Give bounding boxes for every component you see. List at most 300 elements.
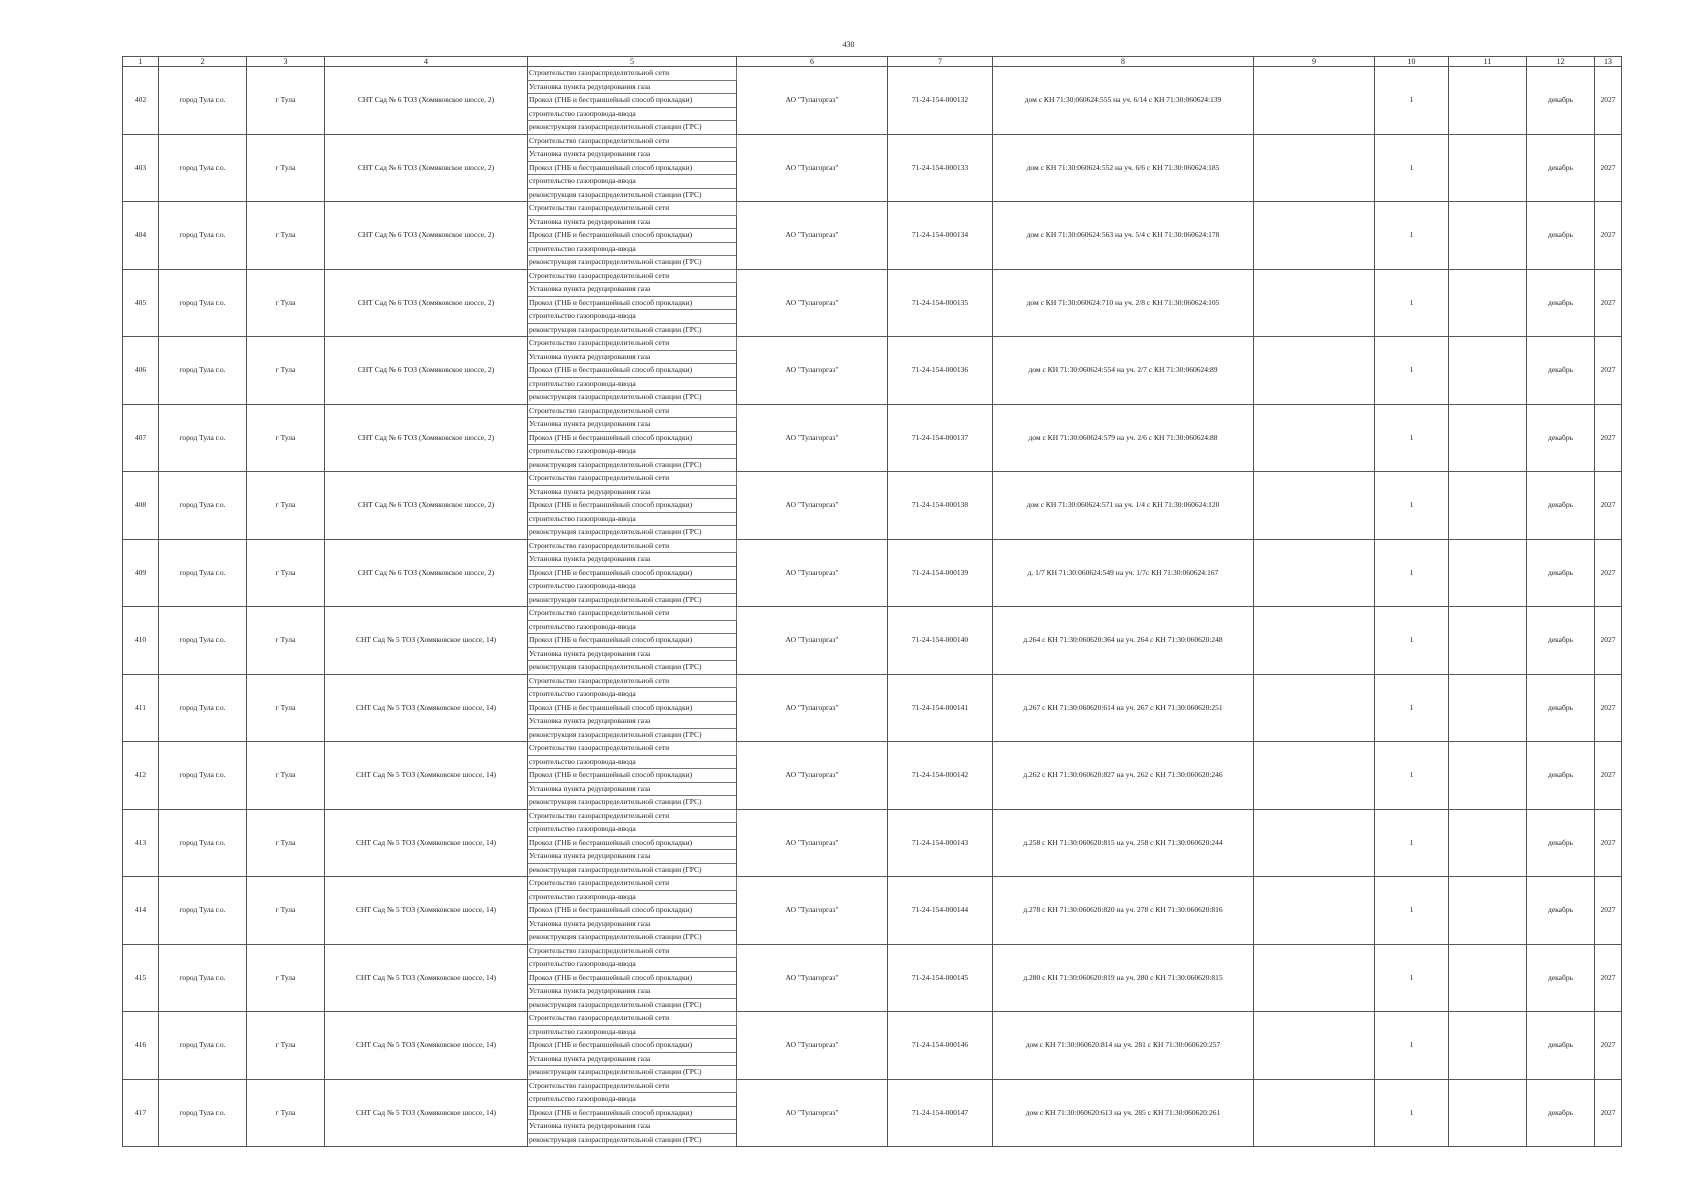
organization-cell: АО "Тулагоргаз" (737, 674, 888, 742)
organization-cell: АО "Тулагоргаз" (737, 809, 888, 877)
settlement-cell: г Тула (247, 269, 325, 337)
column-11-cell (1449, 809, 1527, 877)
row-number-cell: 405 (123, 269, 159, 337)
column-11-cell (1449, 472, 1527, 540)
organization-cell: АО "Тулагоргаз" (737, 404, 888, 472)
quantity-cell: 1 (1375, 944, 1449, 1012)
address-cell: дом с КН 71:30:060620:613 на уч. 285 с КН 71:30:060620:261 (993, 1079, 1254, 1147)
work-type-cell: реконструкция газораспределительной станции (ГРС) (528, 998, 737, 1012)
work-type-cell: строительство газопровода-ввода (528, 958, 737, 972)
contract-number-cell: 71-24-154-000133 (888, 134, 993, 202)
settlement-cell: г Тула (247, 202, 325, 270)
work-type-cell: Строительство газораспределительной сети (528, 202, 737, 216)
row-number-cell: 406 (123, 337, 159, 405)
month-cell: декабрь (1527, 202, 1595, 270)
work-type-cell: строительство газопровода-ввода (528, 688, 737, 702)
month-cell: декабрь (1527, 1079, 1595, 1147)
work-type-cell: строительство газопровода-ввода (528, 242, 737, 256)
contract-number-cell: 71-24-154-000137 (888, 404, 993, 472)
column-9-cell (1254, 607, 1375, 675)
address-cell: дом с КН 71:30:060624:563 на уч. 5/4 с КН 71:30:060624:178 (993, 202, 1254, 270)
work-type-cell: строительство газопровода-ввода (528, 512, 737, 526)
column-11-cell (1449, 404, 1527, 472)
year-cell: 2027 (1595, 337, 1622, 405)
object-cell: СНТ Сад № 6 ТОЗ (Хомяковское шоссе, 2) (325, 67, 528, 135)
work-type-cell: Строительство газораспределительной сети (528, 1012, 737, 1026)
month-cell: декабрь (1527, 539, 1595, 607)
year-cell: 2027 (1595, 607, 1622, 675)
month-cell: декабрь (1527, 809, 1595, 877)
organization-cell: АО "Тулагоргаз" (737, 337, 888, 405)
column-11-cell (1449, 1012, 1527, 1080)
month-cell: декабрь (1527, 742, 1595, 810)
work-type-cell: Строительство газораспределительной сети (528, 539, 737, 553)
address-cell: дом с КН 71:30:060624:571 на уч. 1/4 с КН 71:30:060624:120 (993, 472, 1254, 540)
column-9-cell (1254, 337, 1375, 405)
column-9-cell (1254, 944, 1375, 1012)
settlement-cell: г Тула (247, 1012, 325, 1080)
table-row (123, 134, 1622, 148)
row-number-cell: 412 (123, 742, 159, 810)
organization-cell: АО "Тулагоргаз" (737, 742, 888, 810)
work-type-cell: Строительство газораспределительной сети (528, 742, 737, 756)
settlement-cell: г Тула (247, 809, 325, 877)
municipality-cell: город Тула г.о. (159, 1012, 247, 1080)
contract-number-cell: 71-24-154-000143 (888, 809, 993, 877)
column-header: 1 (123, 57, 159, 67)
organization-cell: АО "Тулагоргаз" (737, 1079, 888, 1147)
year-cell: 2027 (1595, 202, 1622, 270)
work-type-cell: Строительство газораспределительной сети (528, 1079, 737, 1093)
table-row (123, 607, 1622, 621)
year-cell: 2027 (1595, 944, 1622, 1012)
contract-number-cell: 71-24-154-000141 (888, 674, 993, 742)
quantity-cell: 1 (1375, 337, 1449, 405)
work-type-cell: Прокол (ГНБ и бестраншейный способ прокладки) (528, 1039, 737, 1053)
settlement-cell: г Тула (247, 607, 325, 675)
year-cell: 2027 (1595, 877, 1622, 945)
object-cell: СНТ Сад № 5 ТОЗ (Хомяковское шоссе, 14) (325, 1079, 528, 1147)
address-cell: д.262 с КН 71:30:060620:827 на уч. 262 с КН 71:30:060620:246 (993, 742, 1254, 810)
register-body (123, 67, 1622, 1147)
address-cell: дом с КН 71:30:060624:554 на уч. 2/7 с КН 71:30:060624:89 (993, 337, 1254, 405)
work-type-cell: Прокол (ГНБ и бестраншейный способ прокладки) (528, 701, 737, 715)
column-11-cell (1449, 269, 1527, 337)
work-type-cell: Прокол (ГНБ и бестраншейный способ прокладки) (528, 904, 737, 918)
work-type-cell: Строительство газораспределительной сети (528, 269, 737, 283)
work-type-cell: Установка пункта редуцирования газа (528, 647, 737, 661)
work-type-cell: Строительство газораспределительной сети (528, 404, 737, 418)
municipality-cell: город Тула г.о. (159, 742, 247, 810)
column-header: 2 (159, 57, 247, 67)
work-type-cell: Установка пункта редуцирования газа (528, 215, 737, 229)
municipality-cell: город Тула г.о. (159, 202, 247, 270)
table-row (123, 539, 1622, 553)
table-row (123, 809, 1622, 823)
year-cell: 2027 (1595, 472, 1622, 540)
contract-number-cell: 71-24-154-000145 (888, 944, 993, 1012)
settlement-cell: г Тула (247, 674, 325, 742)
column-11-cell (1449, 539, 1527, 607)
month-cell: декабрь (1527, 337, 1595, 405)
municipality-cell: город Тула г.о. (159, 877, 247, 945)
object-cell: СНТ Сад № 5 ТОЗ (Хомяковское шоссе, 14) (325, 877, 528, 945)
work-type-cell: реконструкция газораспределительной станции (ГРС) (528, 526, 737, 540)
table-row (123, 944, 1622, 958)
month-cell: декабрь (1527, 607, 1595, 675)
work-type-cell: Установка пункта редуцирования газа (528, 850, 737, 864)
year-cell: 2027 (1595, 404, 1622, 472)
work-type-cell: Прокол (ГНБ и бестраншейный способ прокладки) (528, 296, 737, 310)
year-cell: 2027 (1595, 269, 1622, 337)
work-type-cell: Строительство газораспределительной сети (528, 337, 737, 351)
address-cell: д.264 с КН 71:30:060620:364 на уч. 264 с КН 71:30:060620:248 (993, 607, 1254, 675)
work-type-cell: Установка пункта редуцирования газа (528, 715, 737, 729)
column-9-cell (1254, 269, 1375, 337)
column-9-cell (1254, 1079, 1375, 1147)
organization-cell: АО "Тулагоргаз" (737, 1012, 888, 1080)
settlement-cell: г Тула (247, 404, 325, 472)
row-number-cell: 402 (123, 67, 159, 135)
work-type-cell: реконструкция газораспределительной станции (ГРС) (528, 863, 737, 877)
column-9-cell (1254, 472, 1375, 540)
row-number-cell: 413 (123, 809, 159, 877)
quantity-cell: 1 (1375, 1012, 1449, 1080)
municipality-cell: город Тула г.о. (159, 472, 247, 540)
municipality-cell: город Тула г.о. (159, 134, 247, 202)
work-type-cell: реконструкция газораспределительной станции (ГРС) (528, 323, 737, 337)
month-cell: декабрь (1527, 404, 1595, 472)
month-cell: декабрь (1527, 269, 1595, 337)
municipality-cell: город Тула г.о. (159, 404, 247, 472)
work-type-cell: Прокол (ГНБ и бестраншейный способ прокладки) (528, 229, 737, 243)
column-9-cell (1254, 67, 1375, 135)
object-cell: СНТ Сад № 5 ТОЗ (Хомяковское шоссе, 14) (325, 674, 528, 742)
table-row (123, 269, 1622, 283)
year-cell: 2027 (1595, 134, 1622, 202)
work-type-cell: Строительство газораспределительной сети (528, 877, 737, 891)
organization-cell: АО "Тулагоргаз" (737, 269, 888, 337)
year-cell: 2027 (1595, 1012, 1622, 1080)
quantity-cell: 1 (1375, 67, 1449, 135)
column-11-cell (1449, 67, 1527, 135)
table-row (123, 404, 1622, 418)
quantity-cell: 1 (1375, 269, 1449, 337)
table-row (123, 674, 1622, 688)
municipality-cell: город Тула г.о. (159, 337, 247, 405)
table-row (123, 67, 1622, 81)
register-table (122, 56, 1622, 1147)
work-type-cell: Строительство газораспределительной сети (528, 67, 737, 81)
column-9-cell (1254, 404, 1375, 472)
municipality-cell: город Тула г.о. (159, 607, 247, 675)
address-cell: д. 1/7 КН 71:30:060624:549 на уч. 1/7с КН 71:30:060624:167 (993, 539, 1254, 607)
work-type-cell: Прокол (ГНБ и бестраншейный способ прокладки) (528, 364, 737, 378)
work-type-cell: Строительство газораспределительной сети (528, 607, 737, 621)
organization-cell: АО "Тулагоргаз" (737, 944, 888, 1012)
work-type-cell: Установка пункта редуцирования газа (528, 80, 737, 94)
row-number-cell: 404 (123, 202, 159, 270)
column-11-cell (1449, 944, 1527, 1012)
year-cell: 2027 (1595, 1079, 1622, 1147)
object-cell: СНТ Сад № 6 ТОЗ (Хомяковское шоссе, 2) (325, 269, 528, 337)
work-type-cell: Прокол (ГНБ и бестраншейный способ прокладки) (528, 634, 737, 648)
column-9-cell (1254, 134, 1375, 202)
year-cell: 2027 (1595, 67, 1622, 135)
column-11-cell (1449, 877, 1527, 945)
address-cell: д.258 с КН 71:30:060620:815 на уч. 258 с КН 71:30:060620:244 (993, 809, 1254, 877)
contract-number-cell: 71-24-154-000144 (888, 877, 993, 945)
work-type-cell: Установка пункта редуцирования газа (528, 782, 737, 796)
row-number-cell: 408 (123, 472, 159, 540)
work-type-cell: Прокол (ГНБ и бестраншейный способ прокладки) (528, 499, 737, 513)
quantity-cell: 1 (1375, 472, 1449, 540)
column-header: 10 (1375, 57, 1449, 67)
organization-cell: АО "Тулагоргаз" (737, 539, 888, 607)
row-number-cell: 417 (123, 1079, 159, 1147)
settlement-cell: г Тула (247, 67, 325, 135)
column-9-cell (1254, 539, 1375, 607)
work-type-cell: Установка пункта редуцирования газа (528, 985, 737, 999)
table-row (123, 202, 1622, 216)
quantity-cell: 1 (1375, 404, 1449, 472)
settlement-cell: г Тула (247, 134, 325, 202)
municipality-cell: город Тула г.о. (159, 539, 247, 607)
quantity-cell: 1 (1375, 809, 1449, 877)
column-9-cell (1254, 1012, 1375, 1080)
month-cell: декабрь (1527, 134, 1595, 202)
quantity-cell: 1 (1375, 674, 1449, 742)
work-type-cell: строительство газопровода-ввода (528, 377, 737, 391)
work-type-cell: Установка пункта редуцирования газа (528, 148, 737, 162)
work-type-cell: Установка пункта редуцирования газа (528, 283, 737, 297)
work-type-cell: реконструкция газораспределительной станции (ГРС) (528, 188, 737, 202)
column-11-cell (1449, 607, 1527, 675)
row-number-cell: 414 (123, 877, 159, 945)
row-number-cell: 410 (123, 607, 159, 675)
municipality-cell: город Тула г.о. (159, 269, 247, 337)
address-cell: д.280 с КН 71:30:060620:819 на уч. 280 с КН 71:30:060620:815 (993, 944, 1254, 1012)
organization-cell: АО "Тулагоргаз" (737, 607, 888, 675)
column-header: 7 (888, 57, 993, 67)
column-header: 3 (247, 57, 325, 67)
quantity-cell: 1 (1375, 877, 1449, 945)
address-cell: д.267 с КН 71:30:060620:614 на уч. 267 с КН 71:30:060620:251 (993, 674, 1254, 742)
work-type-cell: Строительство газораспределительной сети (528, 134, 737, 148)
address-cell: дом с КН 71:30:060620:814 на уч. 281 с КН 71:30:060620:257 (993, 1012, 1254, 1080)
month-cell: декабрь (1527, 877, 1595, 945)
row-number-cell: 403 (123, 134, 159, 202)
municipality-cell: город Тула г.о. (159, 944, 247, 1012)
row-number-cell: 411 (123, 674, 159, 742)
column-9-cell (1254, 742, 1375, 810)
quantity-cell: 1 (1375, 607, 1449, 675)
address-cell: д.278 с КН 71:30:060620:820 на уч. 278 с КН 71:30:060620:816 (993, 877, 1254, 945)
month-cell: декабрь (1527, 944, 1595, 1012)
contract-number-cell: 71-24-154-000139 (888, 539, 993, 607)
column-9-cell (1254, 202, 1375, 270)
object-cell: СНТ Сад № 6 ТОЗ (Хомяковское шоссе, 2) (325, 539, 528, 607)
table-row (123, 1012, 1622, 1026)
column-header: 8 (993, 57, 1254, 67)
column-header: 4 (325, 57, 528, 67)
address-cell: дом с КН 71:30:060624:710 на уч. 2/8 с КН 71:30:060624:105 (993, 269, 1254, 337)
work-type-cell: реконструкция газораспределительной станции (ГРС) (528, 661, 737, 675)
table-row (123, 472, 1622, 486)
object-cell: СНТ Сад № 5 ТОЗ (Хомяковское шоссе, 14) (325, 742, 528, 810)
month-cell: декабрь (1527, 67, 1595, 135)
settlement-cell: г Тула (247, 1079, 325, 1147)
municipality-cell: город Тула г.о. (159, 674, 247, 742)
column-header: 11 (1449, 57, 1527, 67)
column-header: 5 (528, 57, 737, 67)
municipality-cell: город Тула г.о. (159, 67, 247, 135)
year-cell: 2027 (1595, 539, 1622, 607)
work-type-cell: Прокол (ГНБ и бестраншейный способ прокладки) (528, 836, 737, 850)
year-cell: 2027 (1595, 742, 1622, 810)
table-row (123, 1079, 1622, 1093)
column-11-cell (1449, 674, 1527, 742)
column-header: 6 (737, 57, 888, 67)
address-cell: дом с КН 71:30:060624:579 на уч. 2/6 с КН 71:30:060624:88 (993, 404, 1254, 472)
contract-number-cell: 71-24-154-000134 (888, 202, 993, 270)
settlement-cell: г Тула (247, 472, 325, 540)
contract-number-cell: 71-24-154-000140 (888, 607, 993, 675)
row-number-cell: 407 (123, 404, 159, 472)
work-type-cell: реконструкция газораспределительной станции (ГРС) (528, 796, 737, 810)
work-type-cell: Установка пункта редуцирования газа (528, 1120, 737, 1134)
column-11-cell (1449, 337, 1527, 405)
work-type-cell: Установка пункта редуцирования газа (528, 1052, 737, 1066)
work-type-cell: реконструкция газораспределительной станции (ГРС) (528, 121, 737, 135)
column-header: 9 (1254, 57, 1375, 67)
organization-cell: АО "Тулагоргаз" (737, 202, 888, 270)
column-header: 13 (1595, 57, 1622, 67)
municipality-cell: город Тула г.о. (159, 809, 247, 877)
work-type-cell: реконструкция газораспределительной станции (ГРС) (528, 931, 737, 945)
work-type-cell: реконструкция газораспределительной станции (ГРС) (528, 728, 737, 742)
quantity-cell: 1 (1375, 742, 1449, 810)
organization-cell: АО "Тулагоргаз" (737, 67, 888, 135)
work-type-cell: строительство газопровода-ввода (528, 310, 737, 324)
work-type-cell: Прокол (ГНБ и бестраншейный способ прокладки) (528, 94, 737, 108)
column-9-cell (1254, 674, 1375, 742)
object-cell: СНТ Сад № 5 ТОЗ (Хомяковское шоссе, 14) (325, 607, 528, 675)
month-cell: декабрь (1527, 472, 1595, 540)
object-cell: СНТ Сад № 6 ТОЗ (Хомяковское шоссе, 2) (325, 134, 528, 202)
contract-number-cell: 71-24-154-000132 (888, 67, 993, 135)
contract-number-cell: 71-24-154-000138 (888, 472, 993, 540)
column-9-cell (1254, 809, 1375, 877)
settlement-cell: г Тула (247, 877, 325, 945)
work-type-cell: реконструкция газораспределительной станции (ГРС) (528, 1133, 737, 1147)
work-type-cell: Строительство газораспределительной сети (528, 944, 737, 958)
address-cell: дом с КН 71:30:060624:552 на уч. 6/6 с КН 71:30:060624:185 (993, 134, 1254, 202)
contract-number-cell: 71-24-154-000136 (888, 337, 993, 405)
work-type-cell: строительство газопровода-ввода (528, 445, 737, 459)
work-type-cell: реконструкция газораспределительной станции (ГРС) (528, 391, 737, 405)
work-type-cell: строительство газопровода-ввода (528, 620, 737, 634)
address-cell: дом с КН 71:30:060624:555 на уч. 6/14 с КН 71:30:060624:139 (993, 67, 1254, 135)
column-11-cell (1449, 742, 1527, 810)
work-type-cell: строительство газопровода-ввода (528, 823, 737, 837)
work-type-cell: строительство газопровода-ввода (528, 580, 737, 594)
organization-cell: АО "Тулагоргаз" (737, 877, 888, 945)
column-header: 12 (1527, 57, 1595, 67)
month-cell: декабрь (1527, 1012, 1595, 1080)
object-cell: СНТ Сад № 5 ТОЗ (Хомяковское шоссе, 14) (325, 809, 528, 877)
object-cell: СНТ Сад № 6 ТОЗ (Хомяковское шоссе, 2) (325, 404, 528, 472)
work-type-cell: Установка пункта редуцирования газа (528, 418, 737, 432)
object-cell: СНТ Сад № 6 ТОЗ (Хомяковское шоссе, 2) (325, 337, 528, 405)
contract-number-cell: 71-24-154-000146 (888, 1012, 993, 1080)
column-number-row (123, 57, 1622, 67)
work-type-cell: реконструкция газораспределительной станции (ГРС) (528, 1066, 737, 1080)
year-cell: 2027 (1595, 674, 1622, 742)
row-number-cell: 416 (123, 1012, 159, 1080)
work-type-cell: реконструкция газораспределительной станции (ГРС) (528, 256, 737, 270)
quantity-cell: 1 (1375, 1079, 1449, 1147)
column-9-cell (1254, 877, 1375, 945)
work-type-cell: реконструкция газораспределительной станции (ГРС) (528, 458, 737, 472)
municipality-cell: город Тула г.о. (159, 1079, 247, 1147)
work-type-cell: Установка пункта редуцирования газа (528, 917, 737, 931)
table-row (123, 877, 1622, 891)
contract-number-cell: 71-24-154-000135 (888, 269, 993, 337)
object-cell: СНТ Сад № 5 ТОЗ (Хомяковское шоссе, 14) (325, 944, 528, 1012)
work-type-cell: Строительство газораспределительной сети (528, 472, 737, 486)
object-cell: СНТ Сад № 6 ТОЗ (Хомяковское шоссе, 2) (325, 202, 528, 270)
column-11-cell (1449, 1079, 1527, 1147)
month-cell: декабрь (1527, 674, 1595, 742)
table-row (123, 337, 1622, 351)
work-type-cell: Прокол (ГНБ и бестраншейный способ прокладки) (528, 566, 737, 580)
work-type-cell: строительство газопровода-ввода (528, 107, 737, 121)
contract-number-cell: 71-24-154-000147 (888, 1079, 993, 1147)
work-type-cell: Прокол (ГНБ и бестраншейный способ прокладки) (528, 769, 737, 783)
work-type-cell: Строительство газораспределительной сети (528, 674, 737, 688)
work-type-cell: Прокол (ГНБ и бестраншейный способ прокладки) (528, 431, 737, 445)
work-type-cell: Прокол (ГНБ и бестраншейный способ прокладки) (528, 971, 737, 985)
quantity-cell: 1 (1375, 202, 1449, 270)
work-type-cell: Установка пункта редуцирования газа (528, 553, 737, 567)
work-type-cell: строительство газопровода-ввода (528, 1025, 737, 1039)
work-type-cell: Установка пункта редуцирования газа (528, 350, 737, 364)
work-type-cell: строительство газопровода-ввода (528, 1093, 737, 1107)
quantity-cell: 1 (1375, 134, 1449, 202)
row-number-cell: 409 (123, 539, 159, 607)
work-type-cell: Строительство газораспределительной сети (528, 809, 737, 823)
work-type-cell: строительство газопровода-ввода (528, 755, 737, 769)
row-number-cell: 415 (123, 944, 159, 1012)
contract-number-cell: 71-24-154-000142 (888, 742, 993, 810)
object-cell: СНТ Сад № 6 ТОЗ (Хомяковское шоссе, 2) (325, 472, 528, 540)
table-row (123, 742, 1622, 756)
organization-cell: АО "Тулагоргаз" (737, 134, 888, 202)
settlement-cell: г Тула (247, 742, 325, 810)
object-cell: СНТ Сад № 5 ТОЗ (Хомяковское шоссе, 14) (325, 1012, 528, 1080)
settlement-cell: г Тула (247, 337, 325, 405)
settlement-cell: г Тула (247, 944, 325, 1012)
column-11-cell (1449, 202, 1527, 270)
year-cell: 2027 (1595, 809, 1622, 877)
settlement-cell: г Тула (247, 539, 325, 607)
organization-cell: АО "Тулагоргаз" (737, 472, 888, 540)
work-type-cell: Прокол (ГНБ и бестраншейный способ прокладки) (528, 1106, 737, 1120)
column-11-cell (1449, 134, 1527, 202)
work-type-cell: строительство газопровода-ввода (528, 890, 737, 904)
work-type-cell: строительство газопровода-ввода (528, 175, 737, 189)
